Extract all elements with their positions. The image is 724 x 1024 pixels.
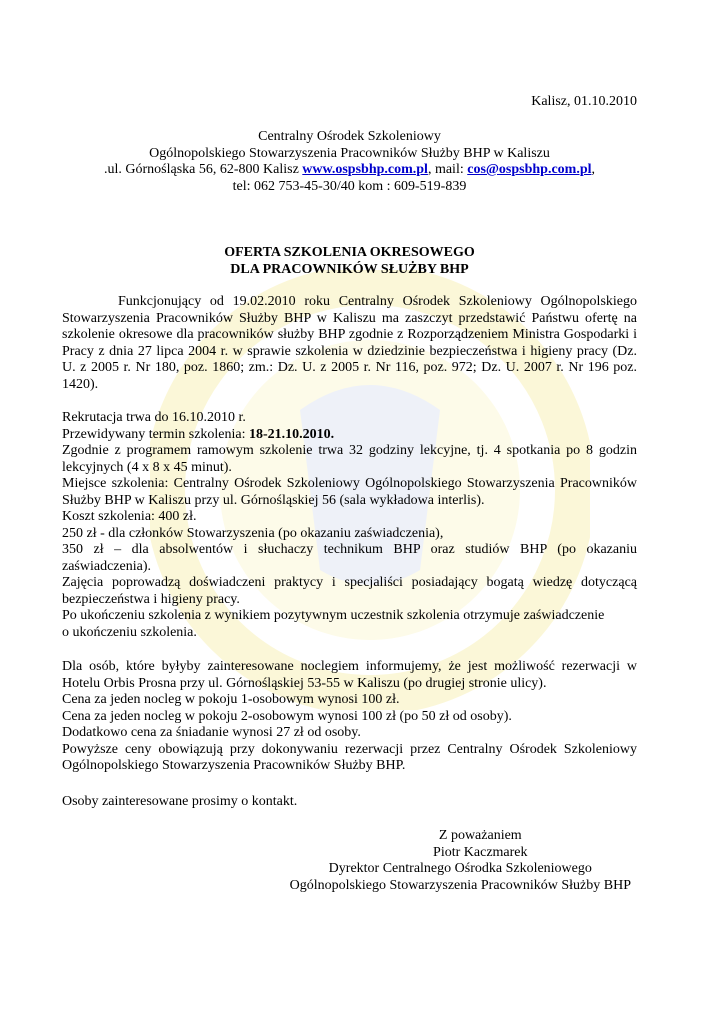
recruitment-text: Rekrutacja trwa do 16.10.2010 r. bbox=[62, 410, 246, 425]
cost-graduates-text: 350 zł – dla absolwentów i słuchaczy technikum BHP oraz studiów BHP (po okazaniu zaświadczenia). bbox=[62, 542, 637, 574]
intro-paragraph: Funkcjonujący od 19.02.2010 roku Centralny Ośrodek Szkoleniowy Ogólnopolskiego Stowarzyszenia Pracowników Służby BHP w Kaliszu ma zaszczyt przedstawić Państwu ofertę na szkolenie okresowe dla pracowników służby BHP zgodnie z Rozporządzeniem Ministra Gospodarki i Pracy z dnia 27 lipca 2004 r. w sprawie szkolenia w dziedzinie bezpieczeństwa i higieny pracy (Dz. U. z 2005 r. Nr 180, poz. 1860; zm.: Dz. U. z 2005 r. Nr 116, poz. 972; Dz. U. 2007 r. Nr 196 poz. 1420). bbox=[62, 294, 637, 392]
title-line-1: OFERTA SZKOLENIA OKRESOWEGO bbox=[224, 245, 475, 260]
title-line-2: DLA PRACOWNIKÓW SŁUŻBY BHP bbox=[230, 261, 469, 277]
place-text: Miejsce szkolenia: Centralny Ośrodek Szkoleniowy Ogólnopolskiego Stowarzyszenia Pracowników Służby BHP w Kaliszu przy ul. Górnośląskiej 56 (sala wykładowa interlis). bbox=[62, 476, 637, 508]
accommodation-section bbox=[62, 659, 637, 775]
offer-title bbox=[62, 245, 637, 278]
signature-block bbox=[290, 828, 631, 894]
cost-members-text: 250 zł - dla członków Stowarzyszenia (po okazaniu zaświadczenia), bbox=[62, 525, 444, 541]
mail-label: , mail: bbox=[427, 162, 468, 177]
sender-organization: Ogólnopolskiego Stowarzyszenia Pracowników Służby BHP w Kaliszu bbox=[149, 145, 550, 161]
accommodation-intro: Dla osób, które byłyby zainteresowane noclegiem informujemy, że jest możliwość rezerwacji w Hotelu Orbis Prosna przy ul. Górnośląskiej 53-55 w Kaliszu (po drugiej stronie ulicy). bbox=[62, 659, 637, 691]
training-term bbox=[62, 427, 637, 444]
signature-greeting: Z poważaniem bbox=[438, 828, 522, 843]
trainers-text: Zajęcia poprowadzą doświadczeni praktycy i specjaliści posiadający bogatą wiedzę dotyczącą bezpieczeństwa i higieny pracy. bbox=[62, 575, 637, 607]
training-details bbox=[62, 410, 637, 641]
letter-date: Kalisz, 01.10.2010 bbox=[531, 94, 637, 109]
certificate-line-2: o ukończeniu szkolenia. bbox=[62, 624, 197, 640]
single-room-price: Cena za jeden nocleg w pokoju 1-osobowym wynosi 100 zł. bbox=[62, 692, 400, 707]
contact-request: Osoby zainteresowane prosimy o kontakt. bbox=[62, 794, 298, 809]
signature-role-2: Ogólnopolskiego Stowarzyszenia Pracowników Służby BHP bbox=[289, 877, 631, 893]
breakfast-price: Dodatkowo cena za śniadanie wynosi 27 zł od osoby. bbox=[62, 725, 361, 740]
cost-text: Koszt szkolenia: 400 zł. bbox=[62, 509, 197, 524]
sender-address-line bbox=[62, 162, 637, 179]
address-suffix: , bbox=[591, 162, 596, 177]
term-label: Przewidywany termin szkolenia: bbox=[62, 426, 250, 442]
sender-phone: tel: 062 753-45-30/40 kom : 609-519-839 bbox=[232, 178, 467, 194]
price-validity: Powyższe ceny obowiązują przy dokonywaniu rezerwacji przez Centralny Ośrodek Szkoleniowy Ogólnopolskiego Stowarzyszenia Pracowników Służby BHP. bbox=[62, 741, 637, 773]
term-dates: 18-21.10.2010. bbox=[249, 426, 335, 442]
email-link[interactable]: cos@ospsbhp.com.pl bbox=[467, 162, 592, 177]
address-text: .ul. Górnośląska 56, 62-800 Kalisz bbox=[103, 162, 303, 177]
double-room-price: Cena za jeden nocleg w pokoju 2-osobowym wynosi 100 zł (po 50 zł od osoby). bbox=[62, 708, 512, 724]
website-link[interactable]: www.ospsbhp.com.pl bbox=[302, 162, 428, 177]
program-text: Zgodnie z programem ramowym szkolenie trwa 32 godziny lekcyjne, tj. 4 spotkania po 8 godzin lekcyjnych (4 x 8 x 45 minut). bbox=[62, 443, 637, 475]
sender-name: Centralny Ośrodek Szkoleniowy bbox=[258, 129, 441, 144]
signature-role-1: Dyrektor Centralnego Ośrodka Szkoleniowego bbox=[328, 861, 592, 876]
signature-name: Piotr Kaczmarek bbox=[433, 844, 528, 860]
certificate-line-1: Po ukończeniu szkolenia z wynikiem pozytywnym uczestnik szkolenia otrzymuje zaświadczenie bbox=[62, 608, 605, 623]
sender-header bbox=[62, 129, 637, 195]
